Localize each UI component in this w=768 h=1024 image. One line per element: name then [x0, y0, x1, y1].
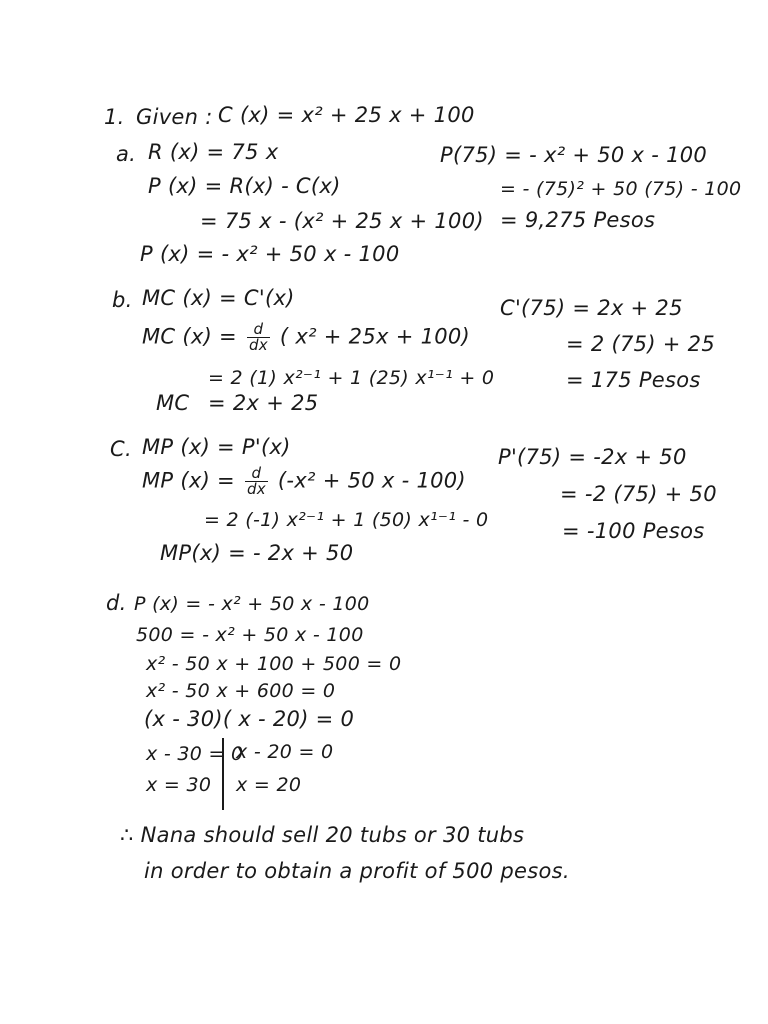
part-b-mc-label: MC (x) = — [142, 324, 237, 349]
part-c-line-2 — [142, 466, 466, 497]
given-label: Given : — [136, 105, 213, 129]
part-b-mc: MC — [156, 391, 190, 415]
part-b-expression: ( x² + 25x + 100) — [279, 324, 471, 349]
part-b-line-2 — [142, 322, 470, 353]
problem-number: 1. — [104, 105, 125, 129]
conclusion-line-1: ∴ Nana should sell 20 tubs or 30 tubs — [120, 823, 525, 847]
part-c-mp-label: MP (x) = — [142, 468, 235, 493]
derivative-denominator: dx — [248, 336, 268, 354]
derivative-operator — [245, 466, 268, 497]
part-b-side-3: = 175 Pesos — [566, 368, 701, 392]
part-c-line-4: MP(x) = - 2x + 50 — [160, 541, 354, 565]
part-b-label: b. — [112, 288, 133, 312]
root-left-equation: x - 30 = 0 — [146, 743, 244, 765]
part-a-line-4: P (x) = - x² + 50 x - 100 — [140, 242, 400, 266]
part-c-line-1: MP (x) = P'(x) — [142, 435, 291, 459]
root-divider — [222, 738, 224, 810]
derivative-denominator: dx — [246, 480, 266, 498]
part-a-side-1: P(75) = - x² + 50 x - 100 — [440, 143, 708, 167]
part-a-line-3: = 75 x - (x² + 25 x + 100) — [200, 209, 484, 233]
given-equation: C (x) = x² + 25 x + 100 — [218, 103, 475, 127]
part-b-side-2: = 2 (75) + 25 — [566, 332, 715, 356]
derivative-numerator: d — [247, 322, 270, 338]
root-right-value: x = 20 — [236, 774, 302, 796]
part-d-label: d. — [106, 591, 127, 615]
part-c-side-2: = -2 (75) + 50 — [560, 482, 717, 506]
root-left-value: x = 30 — [146, 774, 212, 796]
derivative-numerator: d — [245, 466, 268, 482]
part-c-side-1: P'(75) = -2x + 50 — [498, 445, 687, 469]
root-right-equation: x - 20 = 0 — [236, 741, 334, 763]
part-a-line-2: P (x) = R(x) - C(x) — [148, 174, 341, 198]
conclusion-line-2: in order to obtain a profit of 500 pesos. — [144, 859, 570, 883]
part-b-side-1: C'(75) = 2x + 25 — [500, 296, 683, 320]
part-c-line-3: = 2 (-1) x²⁻¹ + 1 (50) x¹⁻¹ - 0 — [204, 509, 489, 531]
part-d-line-2: 500 = - x² + 50 x - 100 — [136, 624, 364, 646]
part-d-line-5: (x - 30)( x - 20) = 0 — [144, 707, 355, 731]
part-c-expression: (-x² + 50 x - 100) — [277, 468, 466, 493]
part-c-side-3: = -100 Pesos — [562, 519, 705, 543]
part-d-line-4: x² - 50 x + 600 = 0 — [146, 680, 336, 702]
part-a-side-2: = - (75)² + 50 (75) - 100 — [500, 178, 742, 200]
part-b-line-1: MC (x) = C'(x) — [142, 286, 295, 310]
part-a-label: a. — [116, 142, 137, 166]
part-c-label: C. — [110, 437, 132, 461]
part-a-line-1: R (x) = 75 x — [148, 140, 279, 164]
part-b-line-3: = 2 (1) x²⁻¹ + 1 (25) x¹⁻¹ + 0 — [208, 367, 495, 389]
part-d-line-3: x² - 50 x + 100 + 500 = 0 — [146, 653, 402, 675]
derivative-operator — [247, 322, 270, 353]
part-b-result: = 2x + 25 — [208, 391, 319, 415]
part-d-line-1: P (x) = - x² + 50 x - 100 — [134, 593, 370, 615]
part-a-side-3: = 9,275 Pesos — [500, 208, 656, 232]
